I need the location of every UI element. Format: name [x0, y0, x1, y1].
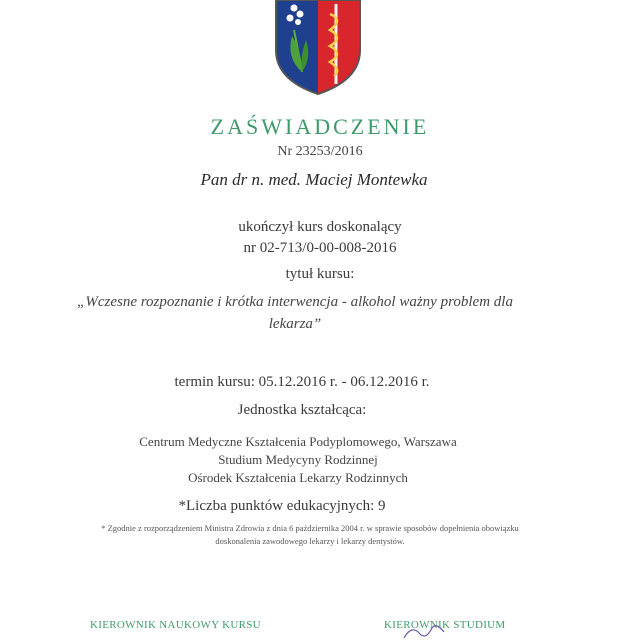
signature-label-study-director: KIEROWNIK STUDIUM — [384, 619, 506, 631]
signature-scribble — [400, 622, 450, 640]
certificate-title: ZAŚWIADCZENIE — [210, 114, 430, 139]
course-title-label: tytuł kursu: — [285, 266, 355, 282]
course-title: „Wczesne rozpoznanie i krótka interwencja - alkohol ważny problem dla lekarza” — [77, 294, 513, 332]
education-points: *Liczba punktów edukacyjnych: 9 — [178, 498, 386, 514]
course-term: termin kursu: 05.12.2016 r. - 06.12.2016 r. — [174, 374, 430, 390]
organization-line: Ośrodek Kształcenia Lekarzy Rodzinnych — [188, 470, 408, 485]
certificate-number: Nr 23253/2016 — [277, 144, 363, 159]
signature-label-course-director: KIEROWNIK NAUKOWY KURSU — [90, 619, 261, 631]
organization-line: Studium Medycyny Rodzinnej — [218, 452, 378, 467]
completion-text: ukończył kurs doskonalący — [238, 219, 402, 235]
recipient-name: Pan dr n. med. Maciej Montewka — [200, 170, 428, 189]
medical-crest-icon — [272, 0, 364, 96]
regulation-footnote: * Zgodnie z rozporządzeniem Ministra Zdrowia z dnia 6 października 2004 r. w sprawie sposobów dopełnienia obowiązku doskonalenia zawodowego lekarzy i lekarzy dentystów. — [101, 523, 519, 546]
unit-label: Jednostka kształcąca: — [237, 402, 367, 418]
course-number: nr 02-713/0-00-008-2016 — [243, 240, 397, 256]
organization-line: Centrum Medyczne Kształcenia Podyplomowego, Warszawa — [139, 434, 457, 449]
